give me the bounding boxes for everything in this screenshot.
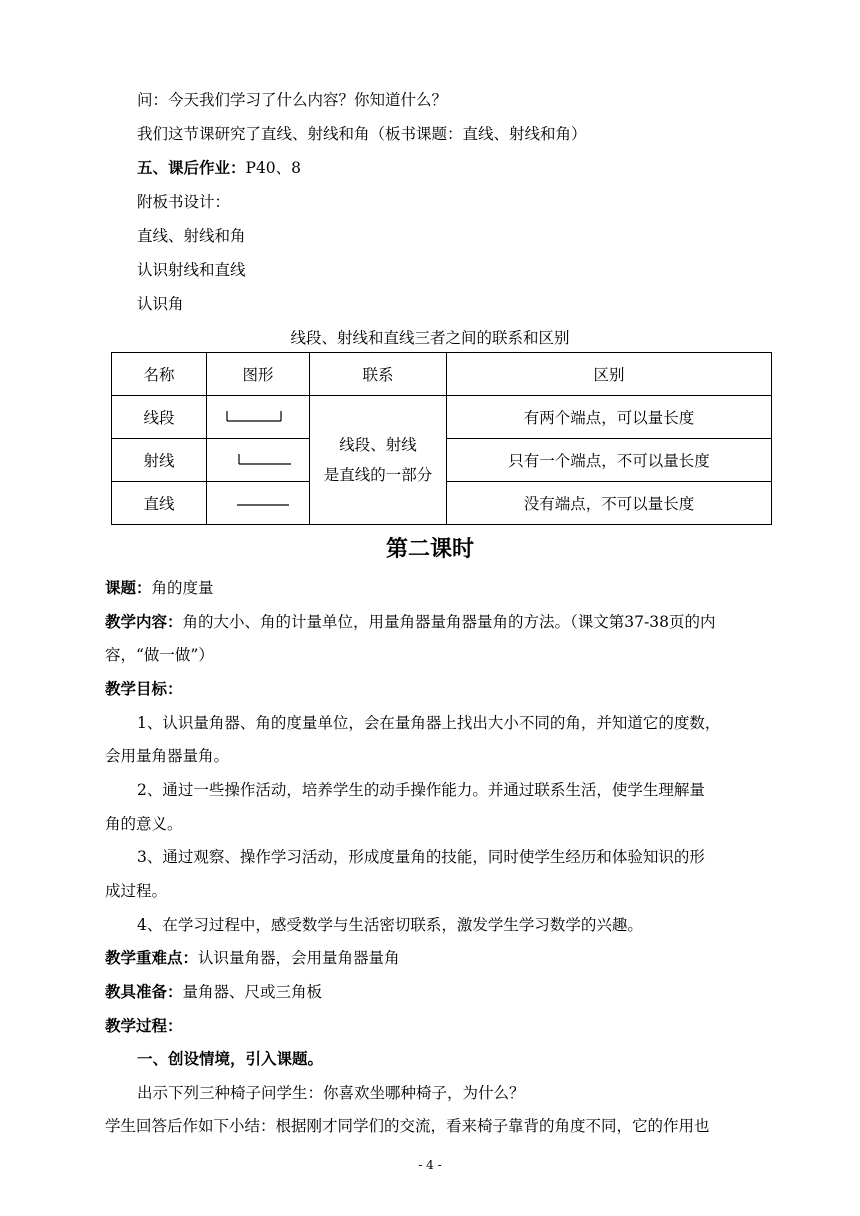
board-line-2: 认识射线和直线 <box>137 261 246 279</box>
homework-line <box>137 158 301 178</box>
row-difference: 没有端点，不可以量长度 <box>447 482 772 525</box>
ray-figure <box>207 439 310 482</box>
homework-value: P40、8 <box>245 159 302 177</box>
goal-2a: 2、通过一些操作活动，培养学生的动手操作能力。并通过联系生活，使学生理解量 <box>137 781 705 799</box>
row-difference: 只有一个端点，不可以量长度 <box>447 439 772 482</box>
goal-1a: 1、认识量角器、角的度量单位，会在量角器上找出大小不同的角，并知道它的度数， <box>137 714 721 732</box>
homework-label: 五、课后作业： <box>137 158 246 177</box>
question-text: 问：今天我们学习了什么内容？你知道什么？ <box>137 91 448 109</box>
line-figure-svg <box>223 493 293 513</box>
key-points-label: 教学重难点： <box>105 948 199 967</box>
table-row <box>112 396 772 439</box>
board-line-1: 直线、射线和角 <box>137 227 246 245</box>
goal-3b: 成过程。 <box>105 882 168 900</box>
ray-figure-svg <box>223 450 293 470</box>
line-figure <box>207 482 310 525</box>
lesson-heading: 第二课时 <box>385 537 474 562</box>
step-1-text: 出示下列三种椅子问学生：你喜欢坐哪种椅子，为什么？ <box>137 1084 525 1102</box>
content-line-2: 容，“做一做”） <box>105 646 214 664</box>
header-figure: 图形 <box>207 353 310 396</box>
table-caption: 线段、射线和直线三者之间的联系和区别 <box>290 329 570 347</box>
relation-line-1: 线段、射线 <box>339 436 417 454</box>
goal-1b: 会用量角器量角。 <box>105 747 230 765</box>
summary-text: 我们这节课研究了直线、射线和角（板书课题：直线、射线和角） <box>137 125 587 143</box>
tools-value: 量角器、尺或三角板 <box>182 983 323 1001</box>
segment-figure-svg <box>223 407 293 427</box>
goals-label: 教学目标： <box>105 679 183 698</box>
table-header-row <box>112 353 772 396</box>
step-1-title: 一、创设情境，引入课题。 <box>137 1049 324 1068</box>
row-name: 射线 <box>112 439 207 482</box>
goal-3a: 3、通过观察、操作学习活动，形成度量角的技能，同时使学生经历和体验知识的形 <box>137 848 705 866</box>
process-label: 教学过程： <box>105 1016 183 1035</box>
content-label: 教学内容： <box>105 612 183 631</box>
content-line <box>105 612 715 632</box>
relation-line-2: 是直线的一部分 <box>323 466 433 484</box>
topic-label: 课题： <box>105 578 152 597</box>
header-relation: 联系 <box>310 353 447 396</box>
tools-label: 教具准备： <box>105 982 183 1001</box>
topic-value: 角的度量 <box>151 579 214 597</box>
goal-4: 4、在学习过程中，感受数学与生活密切联系，激发学生学习数学的兴趣。 <box>137 916 643 934</box>
topic-line <box>105 578 214 598</box>
row-name: 直线 <box>112 482 207 525</box>
board-design-title: 附板书设计： <box>137 193 231 211</box>
goal-2b: 角的意义。 <box>105 815 183 833</box>
comparison-table <box>111 352 772 525</box>
header-name: 名称 <box>112 353 207 396</box>
key-points-line <box>105 948 400 968</box>
relation-cell <box>310 396 447 525</box>
header-difference: 区别 <box>447 353 772 396</box>
key-points-value: 认识量角器，会用量角器量角 <box>198 949 400 967</box>
row-difference: 有两个端点，可以量长度 <box>447 396 772 439</box>
step-1-text-2: 学生回答后作如下小结：根据刚才同学们的交流，看来椅子靠背的角度不同，它的作用也 <box>105 1117 710 1135</box>
page-number: - 4 - <box>418 1158 442 1172</box>
content-value: 角的大小、角的计量单位，用量角器量角器量角的方法。（课文第37-38页的内 <box>182 613 716 631</box>
segment-figure <box>207 396 310 439</box>
row-name: 线段 <box>112 396 207 439</box>
board-line-3: 认识角 <box>137 295 184 313</box>
tools-line <box>105 982 322 1002</box>
